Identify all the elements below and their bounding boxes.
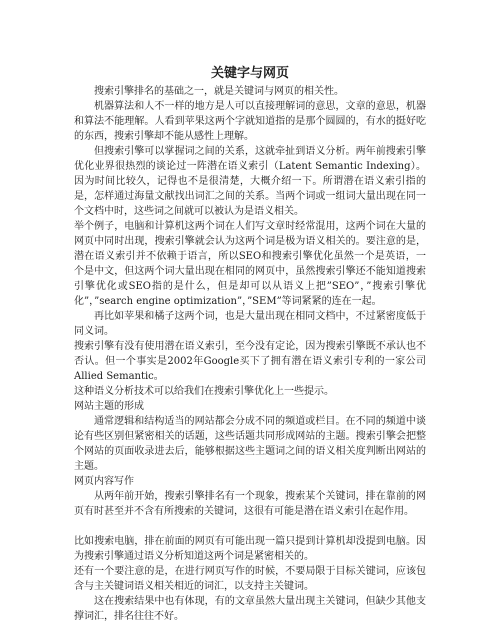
paragraph: 搜索引擎排名的基础之一，就是关键词与网页的相关性。 bbox=[94, 86, 344, 97]
paragraph: 搜索引擎有没有使用潜在语义索引，至今没有定论，因为搜索引擎既不承认也不否认。但一个事实是2002年Google买下了拥有潜在语义索引专利的一家公司Allied Semantic。 bbox=[74, 341, 426, 382]
document-title: 关键字与网页 bbox=[210, 66, 289, 81]
paragraph: 机器算法和人不一样的地方是人可以直接理解词的意思，文章的意思，机器和算法不能理解。人看到苹果这两个字就知道指的是那个圆圆的，有水的挺好吃的东西，搜索引擎却不能从感性上理解。 bbox=[74, 101, 426, 142]
paragraph: 这在搜索结果中也有体现，有的文章虽然大量出现主关键词，但缺少其他支撑词汇，排名往往不好。 bbox=[74, 596, 426, 622]
paragraph: 再比如苹果和橘子这两个词，也是大量出现在相同文档中，不过紧密度低于同义词。 bbox=[74, 311, 426, 337]
paragraph: 从两年前开始，搜索引擎排名有一个现象，搜索某个关键词，排在靠前的网页有时甚至并不含有所搜索的关键词，这很有可能是潜在语义索引在起作用。 bbox=[74, 491, 426, 517]
paragraph: 但搜索引擎可以掌握词之间的关系，这就牵扯到语义分析。两年前搜索引擎优化业界很热烈的谈论过一阵潜在语义索引（Latent Semantic Indexing）。因为时间比较久，记得也不是很清楚，大概介绍一下。所谓潜在语义索引指的是，怎样通过海量文献找出词汇之间的关系。当两个词或一组词大量出现在同一个文档中时，这些词之间就可以被认为是语义相关。 bbox=[74, 146, 426, 217]
section-heading: 网页内容写作 bbox=[74, 476, 134, 487]
paragraph: 还有一个要注意的是，在进行网页写作的时候，不要局限于目标关键词，应该包含与主关键词语义相关相近的词汇，以支持主关键词。 bbox=[74, 566, 426, 592]
paragraph: 通常逻辑和结构适当的网站都会分成不同的频道或栏目。在不同的频道中谈论有些区别但紧密相关的话题，这些话题共同形成网站的主题。搜索引擎会把整个网站的页面收录进去后，能够根据这些主题词之间的语义相关度判断出网站的主题。 bbox=[74, 416, 426, 472]
paragraph: 比如搜索电脑，排在前面的网页有可能出现一篇只提到计算机却没提到电脑。因为搜索引擎通过语义分析知道这两个词是紧密相关的。 bbox=[74, 536, 426, 562]
section-heading: 网站主题的形成 bbox=[74, 401, 144, 412]
document-body bbox=[74, 84, 426, 624]
paragraph: 举个例子，电脑和计算机这两个词在人们写文章时经常混用，这两个词在大量的网页中同时出现，搜索引擎就会认为这两个词是极为语义相关的。要注意的是，潜在语义索引并不依赖于语言，所以SEO和搜索引擎优化虽然一个是英语，一个是中文，但这两个词大量出现在相同的网页中，虽然搜索引擎还不能知道搜索引擎优化或SEO指的是什么，但是却可以从语义上把”SEO”，”搜索引擎优化”，”search engine optimization”，”SEM”等词紧紧的连在一起。 bbox=[74, 221, 426, 307]
paragraph: 这种语义分析技术可以给我们在搜索引擎优化上一些提示。 bbox=[74, 386, 334, 397]
